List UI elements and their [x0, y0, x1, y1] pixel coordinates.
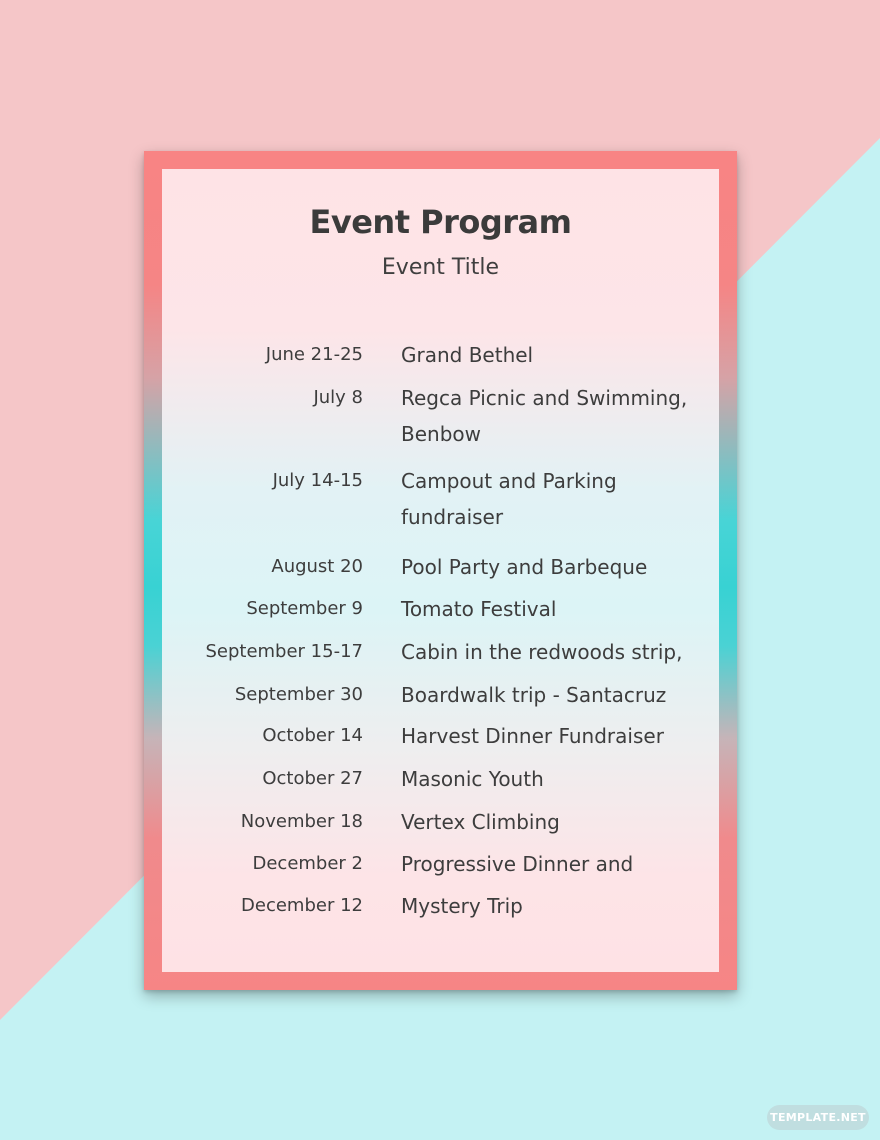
program-sheet [162, 169, 719, 972]
event-date: December 12 [241, 895, 363, 916]
event-date: September 30 [234, 684, 363, 705]
event-date: October 27 [262, 768, 363, 789]
program-card [144, 151, 737, 990]
event-date: September 9 [246, 598, 363, 619]
event-name: Boardwalk trip - Santacruz [401, 683, 667, 707]
event-name: Cabin in the redwoods strip, [401, 640, 683, 664]
event-name: Harvest Dinner Fundraiser [401, 724, 664, 748]
event-date: August 20 [271, 556, 363, 577]
event-name: Grand Bethel [401, 343, 534, 367]
event-name: Masonic Youth [401, 767, 544, 791]
event-date: November 18 [240, 811, 363, 832]
event-name: Progressive Dinner and [401, 852, 634, 876]
event-name: Regca Picnic and Swimming, Benbow [401, 386, 688, 446]
event-subtitle: Event Title [381, 255, 500, 280]
page-title: Event Program [309, 203, 572, 241]
event-name: Tomato Festival [401, 597, 557, 621]
event-name: Pool Party and Barbeque [401, 555, 648, 579]
event-date: September 15-17 [205, 641, 363, 662]
event-date: July 14-15 [272, 470, 363, 491]
watermark-badge: TEMPLATE.NET [767, 1105, 869, 1130]
event-date: July 8 [313, 387, 363, 408]
event-date: June 21-25 [265, 344, 363, 365]
event-name: Campout and Parking fundraiser [401, 469, 617, 529]
event-date: December 2 [252, 853, 363, 874]
event-name: Mystery Trip [401, 894, 523, 918]
event-name: Vertex Climbing [401, 810, 560, 834]
event-date: October 14 [262, 725, 363, 746]
